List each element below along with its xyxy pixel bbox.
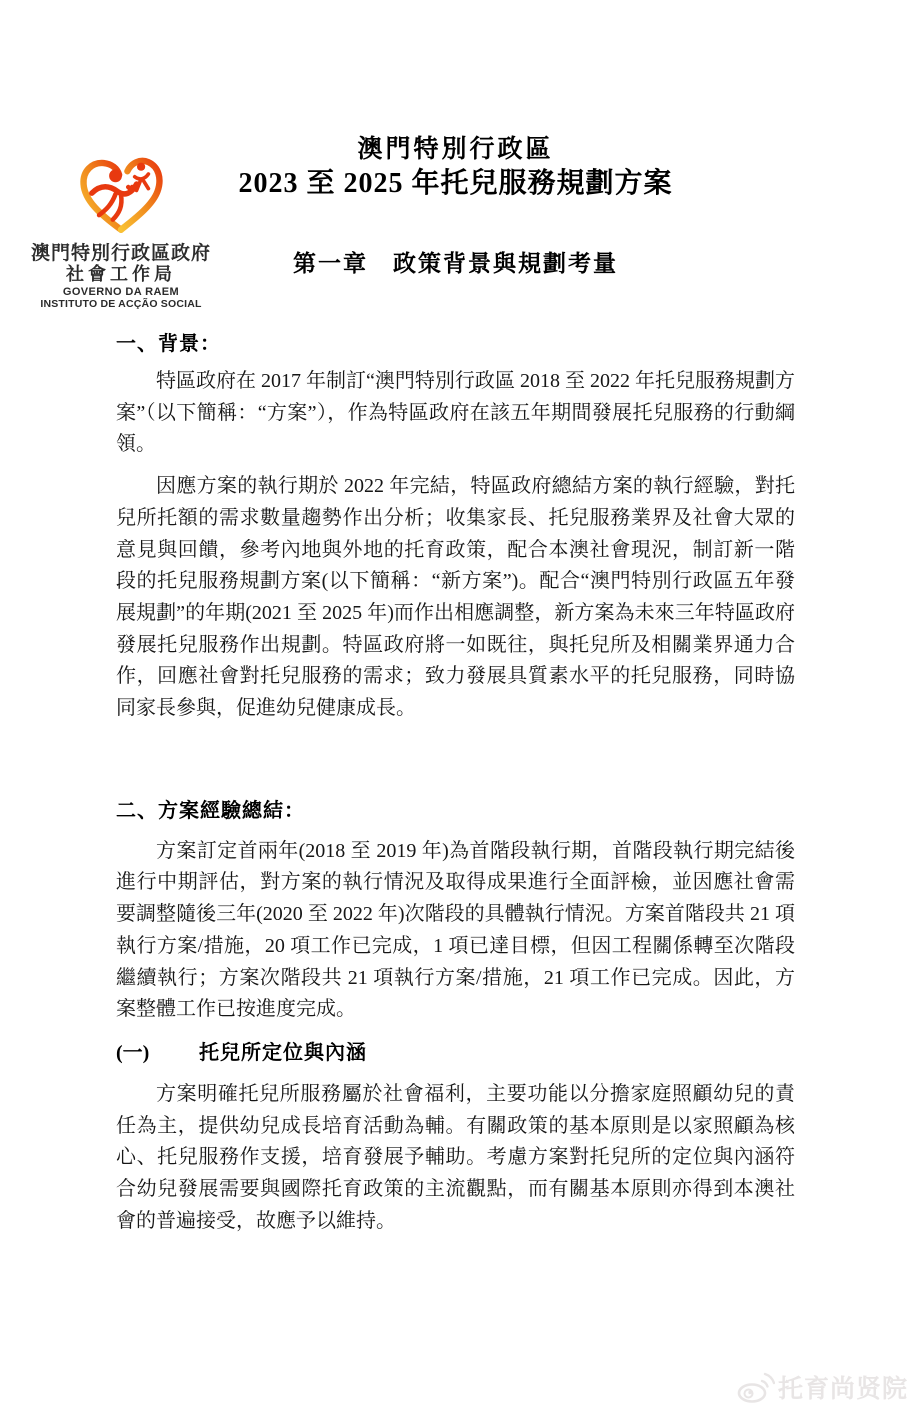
document-title-line2: 2023 至 2025 年托兒服務規劃方案 [238,168,673,199]
section1-paragraph-1: 特區政府在 2017 年制訂“澳門特別行政區 2018 至 2022 年托兒服務規劃方案”（以下簡稱：“方案”），作為特區政府在該五年期間發展托兒服務的行動綱領。 [116,370,795,456]
section-background [116,328,795,725]
section2-heading: 二、方案經驗總結： [116,799,305,822]
section1-paragraph-2: 因應方案的執行期於 2022 年完結，特區政府總結方案的執行經驗，對托兒所托額的需求數量趨勢作出分析；收集家長、托兒服務業界及社會大眾的意見與回饋，參考內地與外地的托育政策，配合本澳社會現況，制訂新一階段的托兒服務規劃方案(以下簡稱：“新方案”)。配合“澳門特別行政區五年發展規劃”的年期(2021 至 2025 年)而作出相應調整，新方案為未來三年特區政府發展托兒服務作出規劃。特區政府將一如既往，與托兒所及相關業界通力合作，回應社會對托兒服務的需求；致力發展具質素水平的托兒服務，同時協同家長參與，促進幼兒健康成長。 [116,475,795,720]
section-experience-summary [116,795,795,1238]
subsection1-number: (一) [116,1041,150,1064]
publisher-name-pt-line1: GOVERNO DA RAEM [62,286,180,298]
publisher-name-pt-line2: INSTITUTO DE ACÇÃO SOCIAL [40,298,202,310]
watermark [737,1369,908,1405]
subsection1-paragraph-1: 方案明確托兒所服務屬於社會福利，主要功能以分擔家庭照顧幼兒的責任為主，提供幼兒成長培育活動為輔。有關政策的基本原則是以家照顧為核心、托兒服務作支援，培育發展予輔助。考慮方案對托兒所的定位與內涵符合幼兒發展需要與國際托育政策的主流觀點，而有關基本原則亦得到本澳社會的普遍接受，故應予以維持。 [116,1082,795,1232]
section2-paragraph-1: 方案訂定首兩年(2018 至 2019 年)為首階段執行期，首階段執行期完結後進行中期評估，對方案的執行情況及取得成果進行全面評檢，並因應社會需要調整隨後三年(2020 至 2022 年)次階段的具體執行情況。方案首階段共 21 項執行方案/措施，20 項工作已完成，1 項已達目標，但因工程關係轉至次階段繼續執行；方案次階段共 21 項執行方案/措施，21 項工作已完成。因此，方案整體工作已按進度完成。 [116,839,795,1021]
watermark-text: 托育尚贤院 [778,1375,909,1403]
subsection1-heading [116,1037,795,1069]
heart-figures-logo-icon [73,153,169,237]
document-page [0,133,911,1412]
publisher-name-zh-line2: 社會工作局 [66,264,176,284]
section1-heading: 一、背景： [116,333,221,355]
publisher-block [28,153,214,310]
document-title-line1: 澳門特別行政區 [357,136,554,163]
weibo-icon [737,1370,775,1404]
publisher-name-zh-line1: 澳門特別行政區政府 [30,243,211,264]
subsection1-title: 托兒所定位與內涵 [199,1041,367,1064]
chapter-heading: 第一章 政策背景與規劃考量 [293,251,618,276]
